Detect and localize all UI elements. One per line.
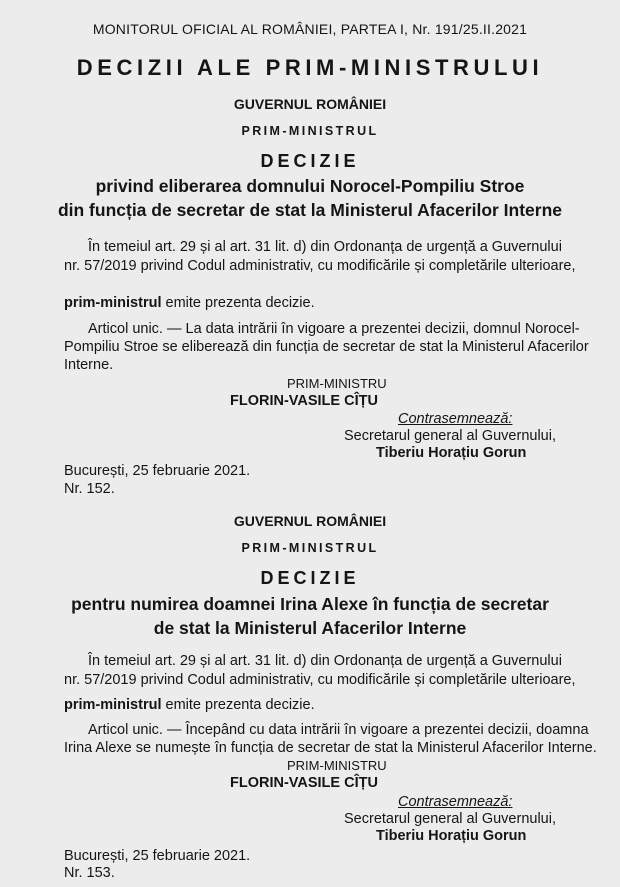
decision-heading: DECIZIE [260,151,360,171]
emits-statement [64,295,315,311]
countersign-label: Contrasemnează: [398,794,513,810]
signer-name: FLORIN-VASILE CÎȚU [230,775,378,791]
countersigner-role: Secretarul general al Guvernului, [344,428,556,444]
decision-heading: DECIZIE [260,568,360,588]
countersigner-role: Secretarul general al Guvernului, [344,811,556,827]
article-line: Interne. [64,357,114,373]
article-line: Articol unic. — Începând cu data intrării în vigoare a prezentei decizii, doamna [88,722,589,738]
gazette-header: MONITORUL OFICIAL AL ROMÂNIEI, PARTEA I, Nr. 191/25.II.2021 [92,21,528,37]
emitter-name: prim-ministrul [64,295,162,311]
emits-statement [64,697,315,713]
emits-text: emite prezenta decizie. [161,295,315,311]
countersigner-name: Tiberiu Horațiu Gorun [376,445,527,461]
legal-basis-line: nr. 57/2019 privind Codul administrativ, cu modificările și completările ulterioare, [64,672,576,688]
place-date: București, 25 februarie 2021. [64,463,251,479]
emits-text: emite prezenta decizie. [161,697,315,713]
government-heading: GUVERNUL ROMÂNIEI [233,513,387,529]
government-heading: GUVERNUL ROMÂNIEI [233,96,387,112]
issuer-heading: PRIM-MINISTRUL [241,541,379,555]
signer-title: PRIM-MINISTRU [287,376,387,391]
legal-basis-line: În temeiul art. 29 și al art. 31 lit. d) din Ordonanța de urgență a Guvernului [88,653,562,669]
article-line: Pompiliu Stroe se eliberează din funcția de secretar de stat la Ministerul Afacerilor [64,339,589,355]
decision-subject-line: pentru numirea doamnei Irina Alexe în funcția de secretar [71,594,549,614]
section-title: DECIZII ALE PRIM-MINISTRULUI [76,55,544,80]
place-date: București, 25 februarie 2021. [64,848,251,864]
countersigner-name: Tiberiu Horațiu Gorun [376,828,527,844]
legal-basis-line: nr. 57/2019 privind Codul administrativ, cu modificările și completările ulterioare, [64,258,576,274]
signer-name: FLORIN-VASILE CÎȚU [230,393,378,409]
issuer-heading: PRIM-MINISTRUL [241,124,379,138]
article-line: Irina Alexe se numește în funcția de secretar de stat la Ministerul Afacerilor Interne. [64,740,597,756]
decision-subject-line: de stat la Ministerul Afacerilor Interne [153,618,467,638]
decision-subject-line: din funcția de secretar de stat la Ministerul Afacerilor Interne [57,200,563,220]
decision-number: Nr. 152. [64,481,115,497]
article-line: Articol unic. — La data intrării în vigoare a prezentei decizii, domnul Norocel- [88,321,580,337]
countersign-label: Contrasemnează: [398,411,513,427]
decision-subject-line: privind eliberarea domnului Norocel-Pompiliu Stroe [95,176,525,196]
signer-title: PRIM-MINISTRU [287,758,387,773]
decision-number: Nr. 153. [64,865,115,881]
legal-basis-line: În temeiul art. 29 și al art. 31 lit. d) din Ordonanța de urgență a Guvernului [88,239,562,255]
emitter-name: prim-ministrul [64,697,162,713]
